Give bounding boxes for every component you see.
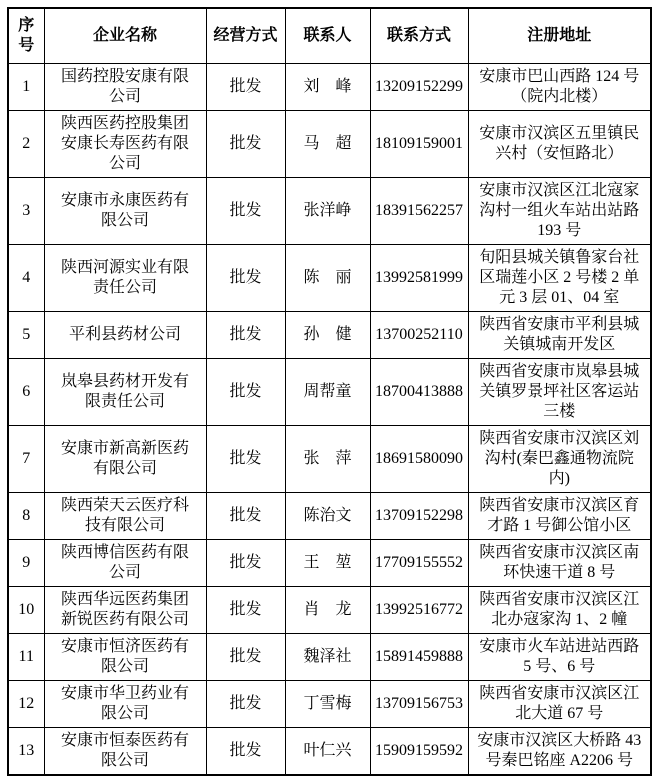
table-row	[8, 426, 651, 493]
header-contact-phone: 联系方式	[370, 8, 468, 64]
contact-phone-cell: 15909159592	[370, 728, 468, 776]
company-name-cell: 陕西荣天云医疗科技有限公司	[44, 493, 206, 540]
row-index-cell: 5	[8, 312, 44, 359]
header-index	[8, 8, 44, 64]
business-mode-cell: 批发	[206, 111, 285, 178]
contact-person-cell: 周帮童	[285, 359, 370, 426]
address-cell: 陕西省安康市平利县城关镇城南开发区	[468, 312, 651, 359]
contact-phone-cell: 13992581999	[370, 245, 468, 312]
company-name-cell: 安康市恒泰医药有限公司	[44, 728, 206, 776]
contact-phone-cell: 13700252110	[370, 312, 468, 359]
contact-person-cell: 孙 健	[285, 312, 370, 359]
table-body	[8, 64, 651, 776]
row-index-cell: 6	[8, 359, 44, 426]
contact-person-cell: 张 萍	[285, 426, 370, 493]
contact-phone-cell: 18109159001	[370, 111, 468, 178]
address-cell: 陕西省安康市岚皋县城关镇罗景坪社区客运站三楼	[468, 359, 651, 426]
contact-person-cell: 魏泽社	[285, 634, 370, 681]
business-mode-cell: 批发	[206, 540, 285, 587]
row-index-cell: 3	[8, 178, 44, 245]
address-cell: 安康市火车站进站西路 5 号、6 号	[468, 634, 651, 681]
company-name-cell: 国药控股安康有限公司	[44, 64, 206, 111]
company-name-cell: 岚皋县药材开发有限责任公司	[44, 359, 206, 426]
row-index-cell: 13	[8, 728, 44, 776]
table-row	[8, 245, 651, 312]
contact-person-cell: 王 堃	[285, 540, 370, 587]
business-mode-cell: 批发	[206, 587, 285, 634]
contact-phone-cell: 18700413888	[370, 359, 468, 426]
row-index-cell: 1	[8, 64, 44, 111]
company-name-cell: 安康市新高新医药有限公司	[44, 426, 206, 493]
row-index-cell: 4	[8, 245, 44, 312]
contact-person-cell: 肖 龙	[285, 587, 370, 634]
company-name-cell: 陕西博信医药有限公司	[44, 540, 206, 587]
table-row	[8, 728, 651, 776]
row-index-cell: 10	[8, 587, 44, 634]
header-index-label: 序号	[18, 17, 35, 54]
table-row	[8, 178, 651, 245]
business-mode-cell: 批发	[206, 493, 285, 540]
company-name-cell: 安康市华卫药业有限公司	[44, 681, 206, 728]
header-registered-address: 注册地址	[468, 8, 651, 64]
contact-phone-cell: 13992516772	[370, 587, 468, 634]
contact-person-cell: 张洋峥	[285, 178, 370, 245]
contact-person-cell: 丁雪梅	[285, 681, 370, 728]
company-name-cell: 陕西河源实业有限责任公司	[44, 245, 206, 312]
header-company-name: 企业名称	[44, 8, 206, 64]
row-index-cell: 12	[8, 681, 44, 728]
address-cell: 安康市汉滨区大桥路 43 号秦巴铭座 A2206 号	[468, 728, 651, 776]
contact-person-cell: 叶仁兴	[285, 728, 370, 776]
business-mode-cell: 批发	[206, 634, 285, 681]
company-name-cell: 平利县药材公司	[44, 312, 206, 359]
address-cell: 旬阳县城关镇鲁家台社区瑞莲小区 2 号楼 2 单元 3 层 01、04 室	[468, 245, 651, 312]
contact-phone-cell: 13209152299	[370, 64, 468, 111]
contact-phone-cell: 18391562257	[370, 178, 468, 245]
company-list-table	[7, 7, 652, 776]
business-mode-cell: 批发	[206, 64, 285, 111]
contact-phone-cell: 13709156753	[370, 681, 468, 728]
address-cell: 陕西省安康市汉滨区江北办寇家沟 1、2 幢	[468, 587, 651, 634]
company-name-cell: 安康市恒济医药有限公司	[44, 634, 206, 681]
contact-person-cell: 陈 丽	[285, 245, 370, 312]
contact-person-cell: 刘 峰	[285, 64, 370, 111]
business-mode-cell: 批发	[206, 359, 285, 426]
table-row	[8, 681, 651, 728]
table-row	[8, 540, 651, 587]
header-contact-person: 联系人	[285, 8, 370, 64]
contact-person-cell: 马 超	[285, 111, 370, 178]
business-mode-cell: 批发	[206, 728, 285, 776]
table-row	[8, 111, 651, 178]
header-business-mode: 经营方式	[206, 8, 285, 64]
address-cell: 安康市汉滨区江北寇家沟村一组火车站出站路 193 号	[468, 178, 651, 245]
table-header-row	[8, 8, 651, 64]
address-cell: 安康市汉滨区五里镇民兴村（安恒路北）	[468, 111, 651, 178]
business-mode-cell: 批发	[206, 245, 285, 312]
address-cell: 陕西省安康市汉滨区南环快速干道 8 号	[468, 540, 651, 587]
row-index-cell: 7	[8, 426, 44, 493]
row-index-cell: 8	[8, 493, 44, 540]
table-row	[8, 634, 651, 681]
business-mode-cell: 批发	[206, 178, 285, 245]
row-index-cell: 11	[8, 634, 44, 681]
contact-phone-cell: 15891459888	[370, 634, 468, 681]
row-index-cell: 2	[8, 111, 44, 178]
company-name-cell: 安康市永康医药有限公司	[44, 178, 206, 245]
business-mode-cell: 批发	[206, 681, 285, 728]
business-mode-cell: 批发	[206, 312, 285, 359]
address-cell: 陕西省安康市汉滨区江北大道 67 号	[468, 681, 651, 728]
table-row	[8, 312, 651, 359]
table-row	[8, 493, 651, 540]
table-row	[8, 359, 651, 426]
contact-phone-cell: 17709155552	[370, 540, 468, 587]
address-cell: 安康市巴山西路 124 号（院内北楼）	[468, 64, 651, 111]
contact-phone-cell: 18691580090	[370, 426, 468, 493]
table-row	[8, 587, 651, 634]
table-row	[8, 64, 651, 111]
address-cell: 陕西省安康市汉滨区育才路 1 号御公馆小区	[468, 493, 651, 540]
company-name-cell: 陕西医药控股集团安康长寿医药有限公司	[44, 111, 206, 178]
business-mode-cell: 批发	[206, 426, 285, 493]
company-name-cell: 陕西华远医药集团新锐医药有限公司	[44, 587, 206, 634]
address-cell: 陕西省安康市汉滨区刘沟村(秦巴鑫通物流院内)	[468, 426, 651, 493]
contact-phone-cell: 13709152298	[370, 493, 468, 540]
row-index-cell: 9	[8, 540, 44, 587]
contact-person-cell: 陈治文	[285, 493, 370, 540]
